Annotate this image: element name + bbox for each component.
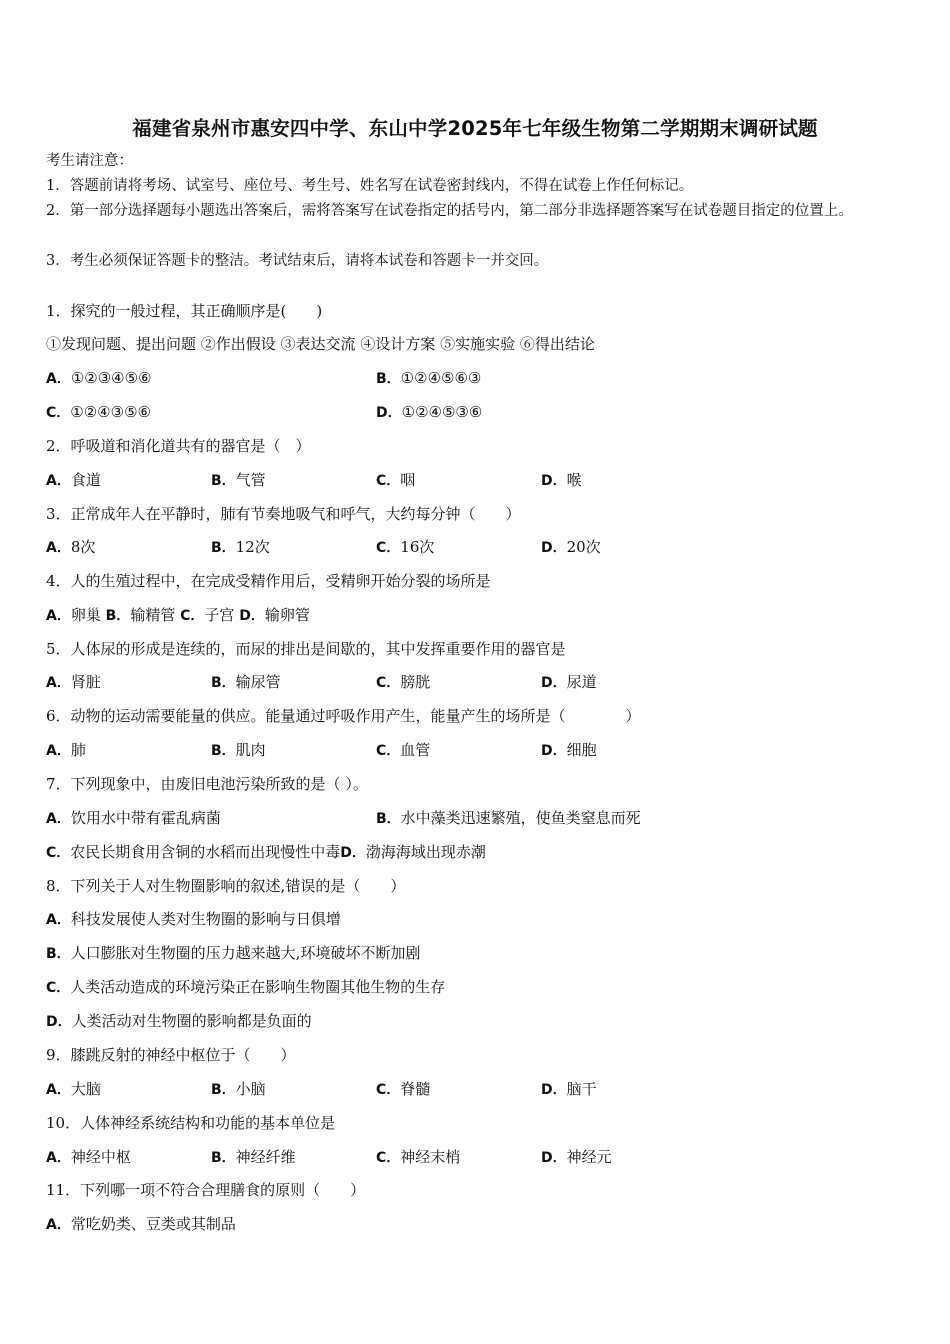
question-11-option-a: A．常吃奶类、豆类或其制品 — [46, 1215, 236, 1233]
question-2-option-a: A．食道 — [46, 471, 101, 489]
question-8-option-a: A．科技发展使人类对生物圈的影响与日俱增 — [46, 910, 341, 928]
question-7-options-cd — [46, 842, 486, 863]
question-6-option-c: C．血管 — [376, 741, 431, 759]
notice-item-2: 2．第一部分选择题每小题选出答案后，需将答案写在试卷指定的括号内，第二部分非选择题答案写在试卷题目指定的位置上。 — [46, 203, 853, 219]
question-10-option-c: C．神经末梢 — [376, 1148, 461, 1166]
question-8-option-b: B．人口膨胀对生物圈的压力越来越大,环境破坏不断加剧 — [46, 944, 421, 962]
question-7-stem: 7．下列现象中，由废旧电池污染所致的是（ ）。 — [46, 775, 368, 793]
question-5-option-a: A．肾脏 — [46, 673, 101, 691]
question-1-stem: 1．探究的一般过程，其正确顺序是( ) — [46, 302, 323, 320]
question-11-stem: 11．下列哪一项不符合合理膳食的原则（ ） — [46, 1181, 366, 1199]
question-2-stem: 2．呼吸道和消化道共有的器官是（ ） — [46, 437, 311, 455]
question-8-option-c: C．人类活动造成的环境污染正在影响生物圈其他生物的生存 — [46, 978, 446, 996]
question-10-option-b: B．神经纤维 — [211, 1148, 296, 1166]
question-3-option-d: D．20次 — [541, 538, 601, 556]
question-3-option-b: B．12次 — [211, 538, 270, 556]
question-7-option-b: B．水中藻类迅速繁殖，使鱼类窒息而死 — [376, 809, 641, 827]
question-1-option-d: D．①②④⑤③⑥ — [376, 403, 483, 421]
question-5-option-c: C．膀胱 — [376, 673, 431, 691]
question-1-option-b: B．①②④⑤⑥③ — [376, 369, 482, 387]
question-5-option-b: B．输尿管 — [211, 673, 281, 691]
question-3-option-a: A．8次 — [46, 538, 96, 556]
question-3-option-c: C．16次 — [376, 538, 435, 556]
question-9-option-d: D．脑干 — [541, 1080, 597, 1098]
question-2-option-b: B．气管 — [211, 471, 266, 489]
question-6-option-b: B．肌肉 — [211, 741, 266, 759]
question-4-stem: 4．人的生殖过程中，在完成受精作用后，受精卵开始分裂的场所是 — [46, 572, 491, 590]
question-8-option-d: D．人类活动对生物圈的影响都是负面的 — [46, 1012, 312, 1030]
question-9-option-a: A．大脑 — [46, 1080, 101, 1098]
question-9-stem: 9．膝跳反射的神经中枢位于（ ） — [46, 1046, 296, 1064]
question-4-options — [46, 605, 310, 626]
question-1-option-a: A．①②③④⑤⑥ — [46, 369, 152, 387]
question-4-option-d: D．输卵管 — [239, 606, 310, 624]
question-4-option-b: B．输精管 — [105, 606, 176, 624]
question-5-option-d: D．尿道 — [541, 673, 597, 691]
question-10-stem: 10．人体神经系统结构和功能的基本单位是 — [46, 1114, 336, 1132]
question-10-option-a: A．神经中枢 — [46, 1148, 131, 1166]
question-3-stem: 3．正常成年人在平静时，肺有节奏地吸气和呼气，大约每分钟（ ） — [46, 505, 521, 523]
notice-item-1: 1．答题前请将考场、试室号、座位号、考生号、姓名写在试卷密封线内，不得在试卷上作任何标记。 — [46, 178, 694, 194]
question-7-option-a: A．饮用水中带有霍乱病菌 — [46, 809, 221, 827]
notice-item-3: 3．考生必须保证答题卡的整洁。考试结束后，请将本试卷和答题卡一并交回。 — [46, 253, 549, 269]
question-10-option-d: D．神经元 — [541, 1148, 612, 1166]
question-8-stem: 8．下列关于人对生物圈影响的叙述,错误的是（ ） — [46, 877, 406, 895]
question-2-option-c: C．咽 — [376, 471, 416, 489]
question-7-option-c: C．农民长期食用含铜的水稻而出现慢性中毒 — [46, 843, 341, 861]
question-6-stem: 6．动物的运动需要能量的供应。能量通过呼吸作用产生，能量产生的场所是（ ） — [46, 707, 641, 725]
question-7-option-d: D．渤海海域出现赤潮 — [340, 843, 486, 861]
question-1-extra: ①发现问题、提出问题 ②作出假设 ③表达交流 ④设计方案 ⑤实施实验 ⑥得出结论 — [46, 335, 595, 353]
question-6-option-a: A．肺 — [46, 741, 86, 759]
question-2-option-d: D．喉 — [541, 471, 582, 489]
question-9-option-c: C．脊髓 — [376, 1080, 431, 1098]
question-9-option-b: B．小脑 — [211, 1080, 266, 1098]
page-title: 福建省泉州市惠安四中学、东山中学2025年七年级生物第二学期期末调研试题 — [132, 117, 818, 140]
question-1-option-c: C．①②④③⑤⑥ — [46, 403, 151, 421]
question-4-option-c: C．子宫 — [180, 606, 235, 624]
question-4-option-a: A．卵巢 — [46, 606, 101, 624]
notice-heading: 考生请注意： — [46, 153, 133, 169]
question-5-stem: 5．人体尿的形成是连续的，而尿的排出是间歇的，其中发挥重要作用的器官是 — [46, 640, 566, 658]
question-6-option-d: D．细胞 — [541, 741, 597, 759]
